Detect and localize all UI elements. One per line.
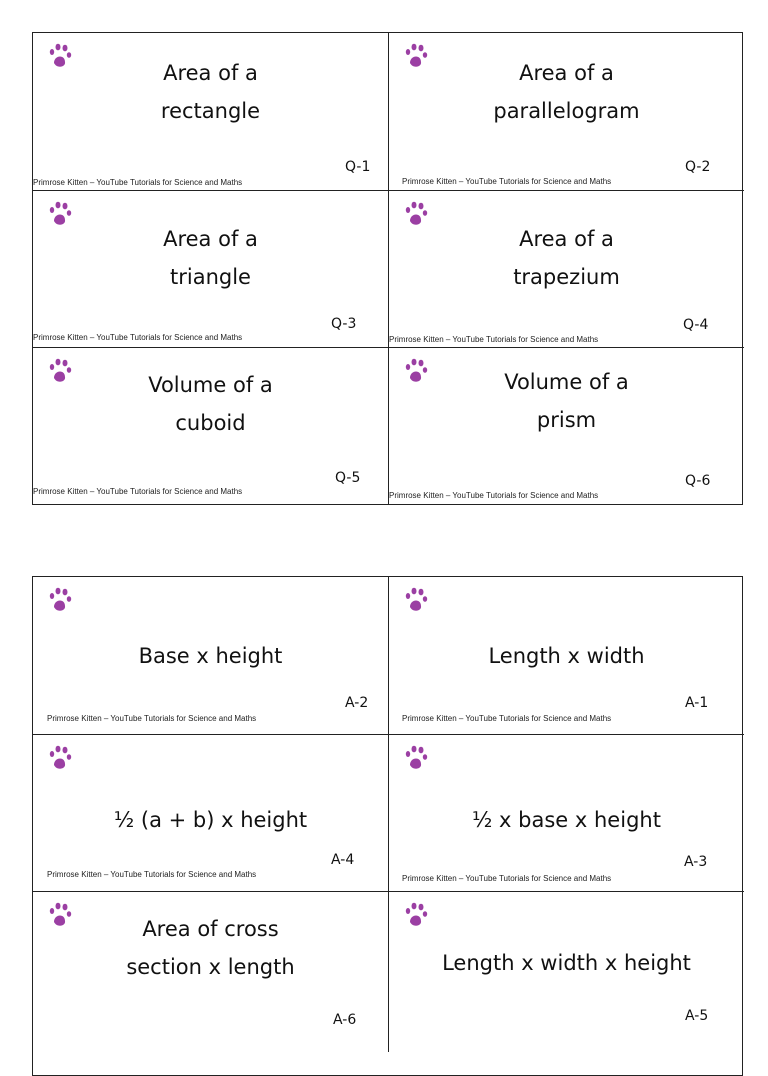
question-code: Q-2	[685, 159, 711, 175]
answer-card	[33, 892, 389, 1052]
answer-code: A-5	[685, 1008, 709, 1024]
paw-icon	[405, 43, 431, 71]
paw-icon	[405, 902, 431, 930]
answer-card	[389, 577, 744, 735]
card-footer: Primrose Kitten – YouTube Tutorials for Science and Maths	[47, 714, 257, 723]
paw-icon	[49, 745, 75, 773]
paw-icon	[405, 745, 431, 773]
question-code: Q-6	[685, 473, 711, 489]
answer-cards-sheet	[32, 576, 743, 1076]
answer-card	[33, 577, 389, 735]
question-title-line-2: parallelogram	[493, 99, 640, 123]
question-title-line-1: Volume of a	[148, 373, 273, 397]
paw-icon	[405, 587, 431, 615]
paw-icon	[49, 587, 75, 615]
answer-code: A-2	[345, 695, 369, 711]
question-code: Q-1	[345, 159, 371, 175]
question-title-line-1: Area of a	[519, 227, 614, 251]
question-card	[33, 33, 389, 191]
question-card	[33, 348, 389, 504]
paw-icon	[49, 201, 75, 229]
question-title-line-1: Area of a	[519, 61, 614, 85]
question-title-line-2: trapezium	[513, 265, 620, 289]
card-footer: Primrose Kitten – YouTube Tutorials for Science and Maths	[47, 870, 257, 879]
question-title-line-2: prism	[536, 408, 597, 432]
paw-icon	[49, 43, 75, 71]
answer-card	[33, 735, 389, 892]
card-footer: Primrose Kitten – YouTube Tutorials for Science and Maths	[389, 335, 599, 344]
card-footer: Primrose Kitten – YouTube Tutorials for Science and Maths	[33, 178, 243, 187]
paw-icon	[49, 358, 75, 386]
answer-text: Base x height	[138, 644, 283, 668]
question-title-line-1: Volume of a	[504, 370, 629, 394]
answer-text: Length x width x height	[442, 951, 691, 975]
question-title-line-2: triangle	[170, 265, 251, 289]
question-code: Q-5	[335, 470, 361, 486]
answer-code: A-6	[333, 1012, 357, 1028]
question-card	[389, 191, 744, 348]
answer-code: A-3	[684, 854, 708, 870]
question-card	[33, 191, 389, 348]
answer-text: Length x width	[488, 644, 645, 668]
question-title-line-1: Area of a	[163, 61, 258, 85]
card-footer: Primrose Kitten – YouTube Tutorials for Science and Maths	[33, 487, 243, 496]
answer-code: A-1	[685, 695, 709, 711]
card-footer: Primrose Kitten – YouTube Tutorials for Science and Maths	[33, 333, 243, 342]
answer-text: ½ (a + b) x height	[113, 808, 308, 832]
card-footer: Primrose Kitten – YouTube Tutorials for Science and Maths	[402, 177, 612, 186]
question-code: Q-4	[683, 317, 709, 333]
answer-card	[389, 735, 744, 892]
question-title-line-2: rectangle	[160, 99, 261, 123]
question-title-line-1: Area of a	[163, 227, 258, 251]
answer-text-line-2: section x length	[126, 955, 295, 979]
card-footer: Primrose Kitten – YouTube Tutorials for Science and Maths	[402, 874, 612, 883]
card-footer: Primrose Kitten – YouTube Tutorials for Science and Maths	[389, 491, 599, 500]
answer-text-line-1: Area of cross	[142, 917, 279, 941]
question-code: Q-3	[331, 316, 357, 332]
card-footer: Primrose Kitten – YouTube Tutorials for Science and Maths	[402, 714, 612, 723]
question-title-line-2: cuboid	[175, 411, 246, 435]
paw-icon	[405, 201, 431, 229]
answer-code: A-4	[331, 852, 355, 868]
paw-icon	[405, 358, 431, 386]
question-cards-sheet	[32, 32, 743, 505]
paw-icon	[49, 902, 75, 930]
answer-text: ½ x base x height	[472, 808, 661, 832]
question-card	[389, 33, 744, 191]
question-card	[389, 348, 744, 504]
answer-card	[389, 892, 744, 1052]
